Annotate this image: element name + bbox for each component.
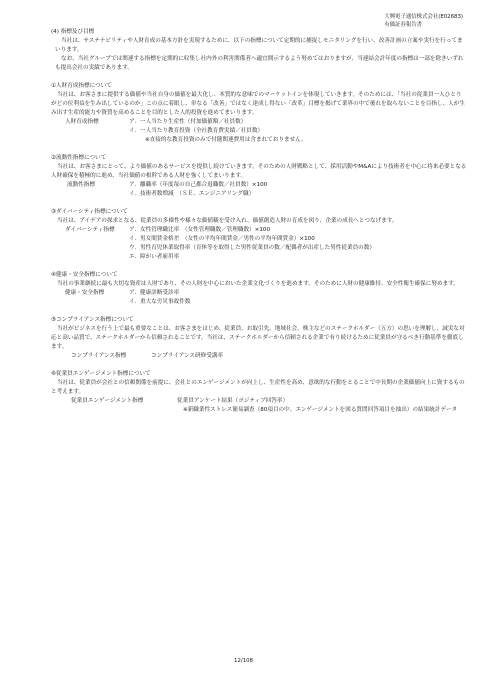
section-title: ④健康・安全指標について: [51, 272, 118, 278]
section-body: 当社がビジネスを行う上で最も重要なことは、お客さまをはじめ、従業員、お取引先、地域社会、株主などのステークホルダー（五方）の思いを理解し、誠実な対応と高い品質で、ステークホルダーから信頼されることです。当社は、ステークホルダーから信頼される企業で有り続けるために従業員が守るべき行動基準を徹底します。: [51, 326, 465, 350]
metric-item: [129, 253, 467, 262]
item-mark: ア.: [129, 182, 137, 188]
company-name: 大興電子通信株式会社(E02683): [384, 14, 463, 20]
document-body: [51, 28, 467, 415]
item-text: 一人当たり教育投資（全社教育費実績／社員数）: [140, 128, 264, 134]
item-mark: イ.: [129, 236, 137, 242]
metric-name: 流動性指標: [67, 182, 95, 188]
metric-item: [129, 298, 467, 307]
section-mobility: [51, 154, 467, 199]
section-heading: (4) 指標及び目標: [51, 29, 95, 35]
item-mark: ウ.: [129, 245, 137, 251]
section-body: 当社は、アイデアの探求となる、従業員の多様性や様々な価値観を受け入れ、価値創造人財の育成を図り、企業の成長へとつなげます。: [57, 218, 398, 224]
section-title: ①人財育成指標について: [51, 83, 112, 89]
section-body: 当社は、お客さまにとって、より価値のあるサービスを提供し続けていきます。そのための人財戦略として、採用活動やM&Aにより技術者を中心に将来必要となる人財確保を積極的に進め、当社価値の根幹である人財を強くしてまいります。: [51, 164, 467, 179]
item-text: 男性育児休業取得率（育休等を取得した男性従業員の数／配偶者が出産した男性従業員の数）: [140, 245, 375, 251]
metric-item: [129, 118, 467, 127]
section-body: 当社は、従業員が会社との信頼関係を前提に、会社とのエンゲージメントが向上し、生産性を高め、意欲的な行動をとることで中長期の企業価値向上に資するものと考えます。: [51, 380, 465, 395]
metric-item: [129, 244, 467, 253]
metric-item: [177, 397, 467, 406]
item-text: 障がい者雇用率: [140, 254, 180, 260]
metric-name: 従業員エンゲージメント指標: [71, 398, 144, 404]
metric-item: [129, 289, 467, 298]
section-title: ⑥従業員エンゲージメント指標について: [51, 371, 151, 377]
item-mark: イ.: [129, 191, 137, 197]
section-title: ③ダイバーシティ指標について: [51, 209, 128, 215]
metric-name: 人財育成指標: [65, 119, 99, 125]
metric-item: [129, 181, 467, 190]
section-body: 当社は、お客さまに提供する価値や当社自身の価値を最大化し、本質的な意味でのマーケットインを体現していきます。そのためには、「当社の従業員一人ひとりがどの位利益を生み出しているのか」この点に着眼し、単なる「改善」ではなく達成し得ない「改革」目標を掲げて業界の中で後れを取らないことを目指し、人が生み出す生産的能力や資質を高めることを目的とした人的投資を進めてまいります。: [51, 92, 465, 116]
section-health-safety: [51, 271, 467, 307]
item-mark: エ.: [129, 254, 137, 260]
document-type: 有価証券報告書: [384, 22, 423, 28]
item-mark: イ.: [129, 128, 137, 134]
section-diversity: [51, 208, 467, 262]
item-text: コンプライアンス研修受講率: [151, 353, 223, 359]
page-number: 12/108: [234, 658, 253, 664]
section-engagement: [51, 370, 467, 415]
item-text: 離職率（年度毎の自己都合退職数／社員数）×100: [140, 182, 268, 188]
metric-note: ※新職業性ストレス簡易調査（80項目の中、エンゲージメントを図る質問回答項目を抽出）の結果統計データ: [183, 407, 458, 413]
metric-item: [129, 127, 467, 136]
item-text: 健康診断受診率: [140, 290, 180, 296]
item-text: 重大な労災事故件数: [140, 299, 191, 305]
intro-paragraph-2: なお、当社グループでは関連する指標を定期的に収集し社内外の利害関係者へ適宜開示するよう努めてはおりますが、当連結会計年度の指標は一部を除きいずれも提出会社の実績であります。: [55, 56, 464, 71]
item-text: 女性管理職比率 （女性管理職数／管理職数）×100: [140, 227, 271, 233]
intro-paragraph-1: 当社は、サステナビリティや人財育成の基本方針を実現するために、以下の指標について定期的に捕捉しモニタリングを行い、改善計画の立案や実行を行ってまいります。: [55, 38, 463, 53]
metric-note: ※直接的な教育投資のみで付随関連費用は含まれておりません。: [145, 137, 307, 143]
metric-name: 健康・安全指標: [65, 290, 105, 296]
item-text: 従業員アンケート結果（ポジティブ回答率）: [177, 398, 289, 404]
metric-item: [129, 190, 467, 199]
item-mark: ア.: [129, 119, 137, 125]
metric-item: [129, 235, 467, 244]
page-header: [384, 13, 463, 29]
section-body: 当社の事業継続に最も大切な資産は人財であり、その人財を中心においた企業文化づくりを進めます。そのために人財の健康維持、安全性衛生確保に努めます。: [57, 281, 459, 287]
item-text: 男女間賃金格差 （女性の平均年間賃金／男性の平均年間賃金）×100: [140, 236, 315, 242]
section-title: ②流動性指標について: [51, 155, 107, 161]
metric-name: ダイバーシティ指標: [65, 227, 115, 233]
metric-item: [151, 352, 467, 361]
section-compliance: [51, 316, 467, 361]
metric-item: [129, 226, 467, 235]
item-mark: ア.: [129, 290, 137, 296]
item-mark: ア.: [129, 227, 137, 233]
item-text: 技術者数増減 （ＳＥ、エンジニアリング職）: [140, 191, 255, 197]
metric-name: コンプライアンス指標: [71, 353, 127, 359]
section-title: ⑤コンプライアンス指標について: [51, 317, 134, 323]
item-mark: イ.: [129, 299, 137, 305]
item-text: 一人当たり生産性（付加価値額／社員数）: [140, 119, 247, 125]
section-talent-development: [51, 82, 467, 145]
